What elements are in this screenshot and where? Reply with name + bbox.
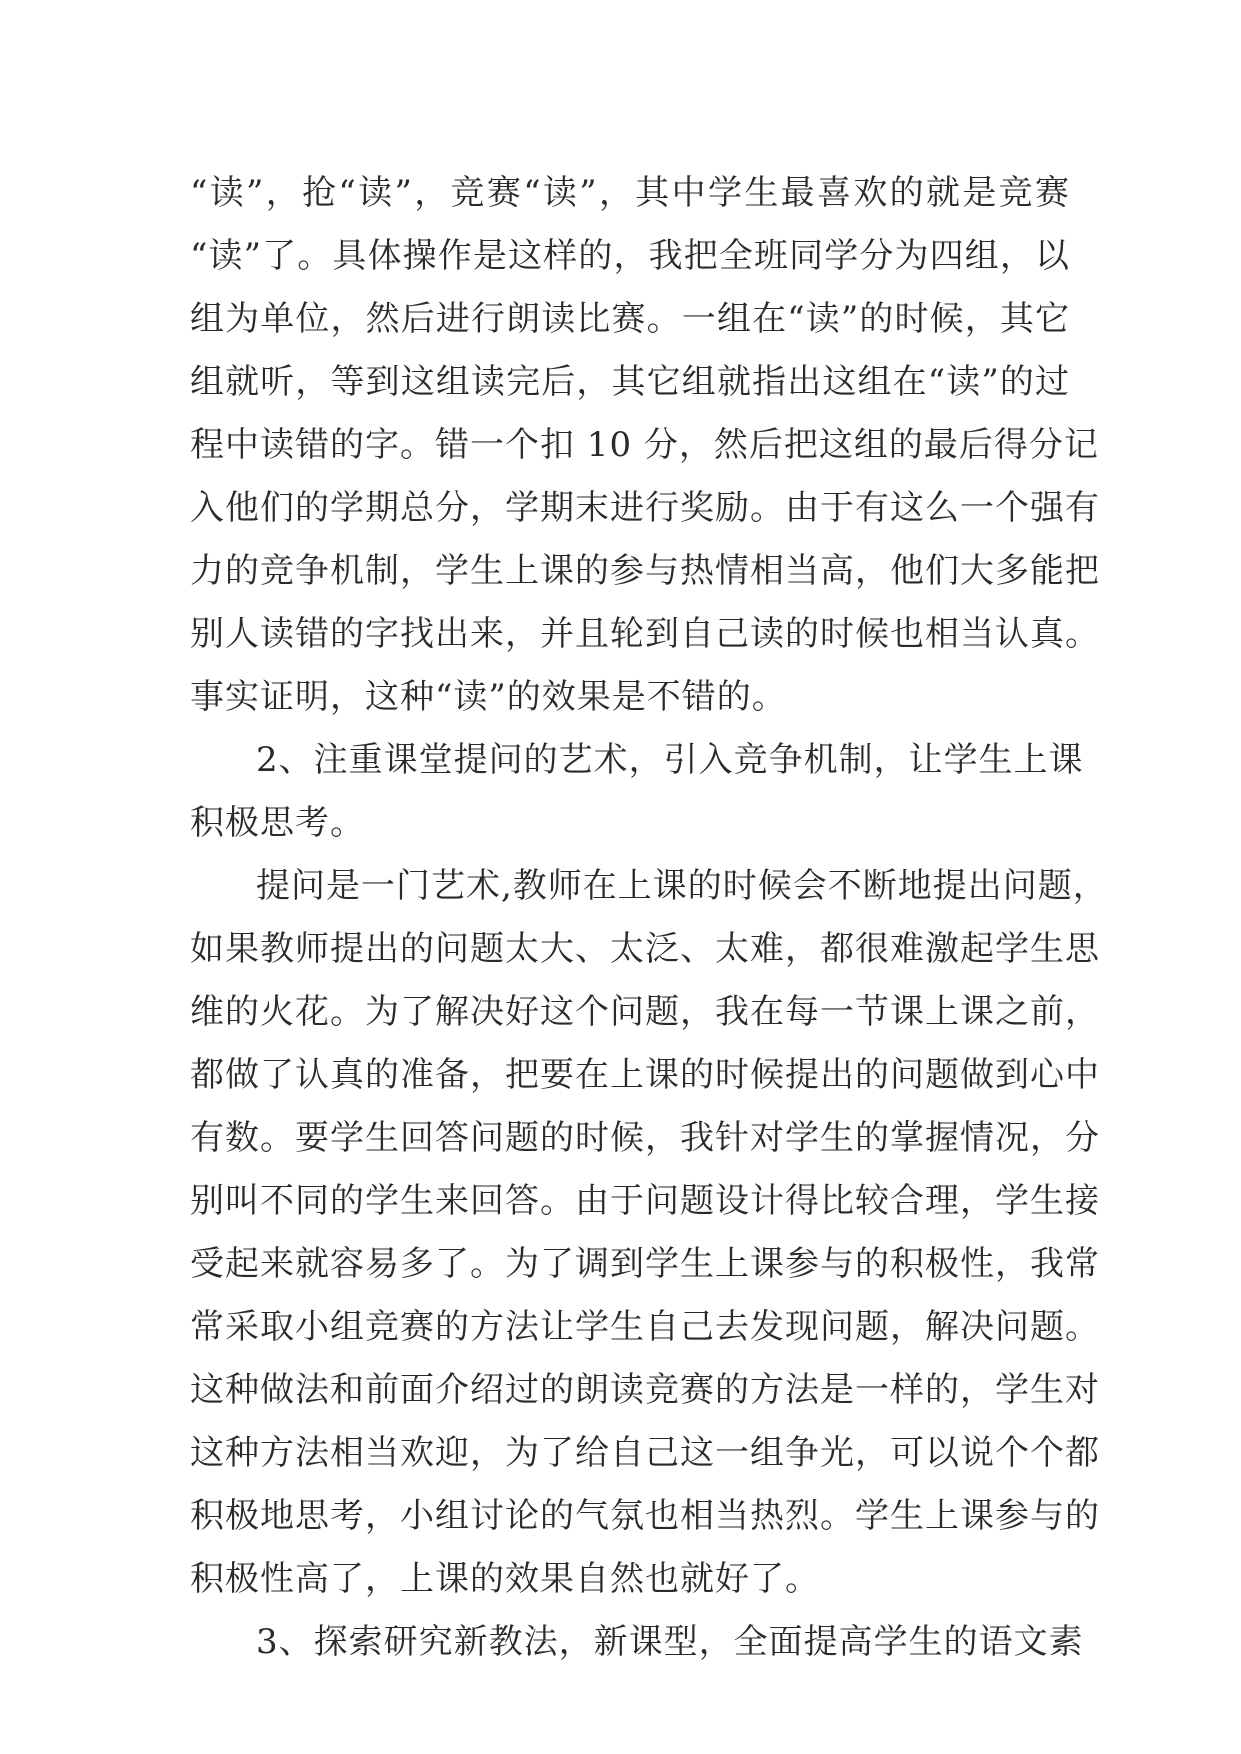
text-line: 事实证明，这种“读”的效果是不错的。 [190, 677, 787, 717]
text-line: 常采取小组竞赛的方法让学生自己去发现问题，解决问题。 [190, 1307, 1100, 1347]
text-line: 组就听，等到这组读完后，其它组就指出这组在“读”的过 [190, 362, 1070, 402]
text-line: “读”，抢“读”，竞赛“读”，其中学生最喜欢的就是竞赛 [190, 173, 1070, 213]
text-line: 组为单位，然后进行朗读比赛。一组在“读”的时候，其它 [190, 299, 1070, 339]
text-line: 维的火花。为了解决好这个问题，我在每一节课上课之前， [190, 992, 1100, 1032]
text-line: 入他们的学期总分，学期末进行奖励。由于有这么一个强有 [190, 488, 1100, 528]
text-line: 受起来就容易多了。为了调到学生上课参与的积极性，我常 [190, 1244, 1100, 1284]
text-line: 程中读错的字。错一个扣 10 分，然后把这组的最后得分记 [190, 425, 1099, 465]
text-line: 别叫不同的学生来回答。由于问题设计得比较合理，学生接 [190, 1181, 1100, 1221]
paragraph-start: 提问是一门艺术,教师在上课的时候会不断地提出问题， [256, 866, 1108, 906]
text-line: 力的竞争机制，学生上课的参与热情相当高，他们大多能把 [190, 551, 1100, 591]
text-line: 积极地思考，小组讨论的气氛也相当热烈。学生上课参与的 [190, 1496, 1100, 1536]
text-line: 如果教师提出的问题太大、太泛、太难，都很难激起学生思 [190, 929, 1100, 969]
text-line: 积极性高了，上课的效果自然也就好了。 [190, 1559, 820, 1599]
body-text [190, 162, 1108, 1674]
text-line: 别人读错的字找出来，并且轮到自己读的时候也相当认真。 [190, 614, 1100, 654]
section-heading: 2、注重课堂提问的艺术，引入竞争机制，让学生上课 [256, 740, 1084, 780]
section-heading-continued: 积极思考。 [190, 803, 365, 843]
text-line: 有数。要学生回答问题的时候，我针对学生的掌握情况，分 [190, 1118, 1100, 1158]
text-line: 这种做法和前面介绍过的朗读竞赛的方法是一样的，学生对 [190, 1370, 1100, 1410]
text-line: 这种方法相当欢迎，为了给自己这一组争光，可以说个个都 [190, 1433, 1100, 1473]
text-line: “读”了。具体操作是这样的，我把全班同学分为四组，以 [190, 236, 1070, 276]
section-heading: 3、探索研究新教法，新课型，全面提高学生的语文素 [256, 1622, 1084, 1662]
text-line: 都做了认真的准备，把要在上课的时候提出的问题做到心中 [190, 1055, 1100, 1095]
